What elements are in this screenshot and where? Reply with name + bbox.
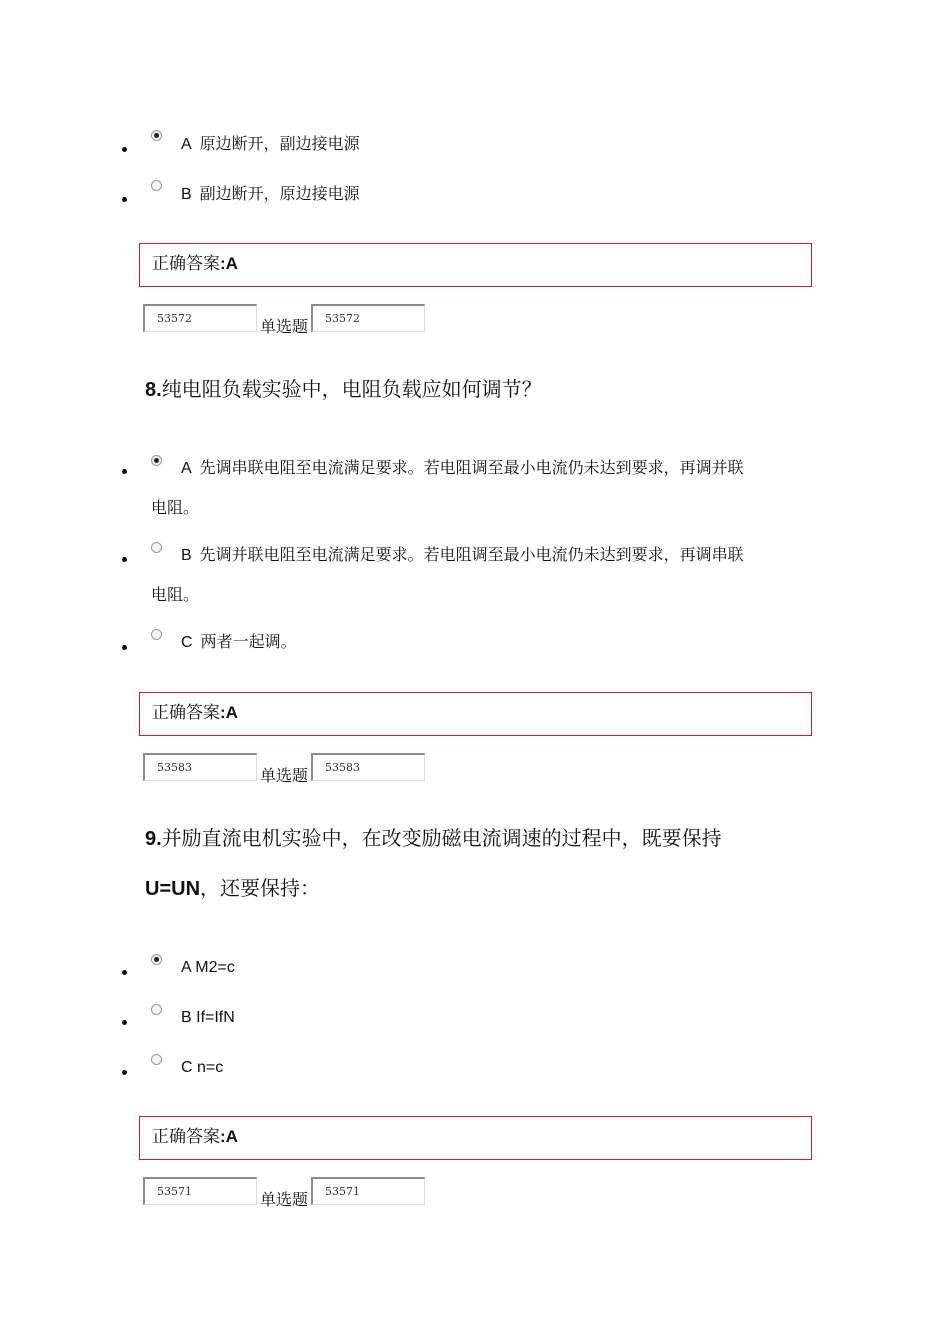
q8-option-b-label-line1: B 先调并联电阻至电流满足要求。若电阻调至最小电流仍未达到要求，再调串联 (181, 545, 744, 564)
q7-type-label: 单选题 (260, 317, 309, 336)
bullet (122, 469, 127, 474)
bullet (122, 197, 127, 202)
q8-answer-box (139, 692, 812, 736)
q9-option-b-label: B If=IfN (181, 1009, 235, 1026)
q9-radio-b[interactable] (151, 1004, 162, 1015)
q9-type-label: 单选题 (260, 1190, 309, 1209)
q8-id-field-left[interactable]: 53583 (143, 753, 257, 781)
q7-option-b-label: B 副边断开，原边接电源 (181, 184, 360, 203)
q9-title-line1: 9.并励直流电机实验中，在改变励磁电流调速的过程中，既要保持 (145, 826, 722, 850)
q7-option-a-label: A 原边断开，副边接电源 (181, 134, 360, 153)
q9-id-field-left[interactable]: 53571 (143, 1177, 257, 1205)
q9-answer-box (139, 1116, 812, 1160)
q9-option-c-label: C n=c (181, 1059, 224, 1076)
q8-option-b-label-line2: 电阻。 (151, 585, 200, 604)
q8-option-a-label-line1: A 先调串联电阻至电流满足要求。若电阻调至最小电流仍未达到要求，再调并联 (181, 458, 744, 477)
bullet (122, 645, 127, 650)
q8-type-label: 单选题 (260, 766, 309, 785)
q7-id-field-right[interactable]: 53572 (311, 304, 425, 332)
q8-radio-c[interactable] (151, 629, 162, 640)
q9-answer-text: 正确答案:A (152, 1127, 238, 1147)
q8-id-field-right[interactable]: 53583 (311, 753, 425, 781)
q8-radio-b[interactable] (151, 542, 162, 553)
q8-answer-text: 正确答案:A (152, 703, 238, 723)
q8-title: 8.纯电阻负载实验中，电阻负载应如何调节？ (145, 377, 542, 401)
q9-title-line2: U=UN，还要保持： (145, 876, 321, 900)
bullet (122, 147, 127, 152)
q8-option-a-label-line2: 电阻。 (151, 498, 200, 517)
q7-answer-box (139, 243, 812, 287)
q7-radio-a[interactable] (151, 130, 162, 141)
q9-radio-a[interactable] (151, 954, 162, 965)
q7-radio-b[interactable] (151, 180, 162, 191)
bullet (122, 1020, 127, 1025)
q9-id-field-right[interactable]: 53571 (311, 1177, 425, 1205)
bullet (122, 557, 127, 562)
q9-radio-c[interactable] (151, 1054, 162, 1065)
q9-option-a-label: A M2=c (181, 959, 235, 976)
q7-answer-text: 正确答案:A (152, 254, 238, 274)
q7-id-field-left[interactable]: 53572 (143, 304, 257, 332)
q8-radio-a[interactable] (151, 455, 162, 466)
bullet (122, 970, 127, 975)
bullet (122, 1070, 127, 1075)
q8-option-c-label: C 两者一起调。 (181, 632, 297, 651)
